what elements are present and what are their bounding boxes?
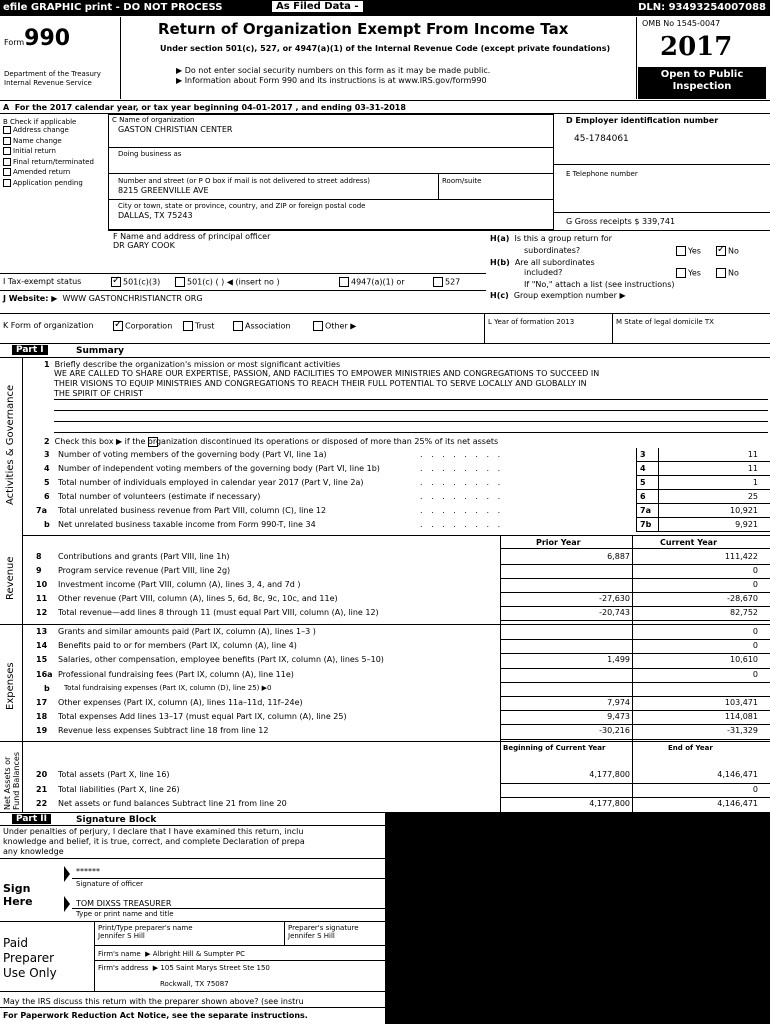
- expense-current-value: 10,610: [730, 655, 758, 665]
- paid-preparer: [3, 936, 57, 981]
- expense-prior-value: 9,473: [607, 712, 630, 722]
- row-divider: [500, 783, 770, 784]
- 527-label: 527: [445, 277, 461, 287]
- revenue-prior-value: -27,630: [599, 594, 630, 603]
- gov-line-number: b: [44, 520, 50, 529]
- gov-line-value: 10,921: [730, 506, 758, 515]
- signer-label: Type or print name and title: [76, 910, 174, 918]
- hb-label: H(b): [490, 258, 510, 267]
- row-divider: [500, 797, 770, 798]
- net-assets-line-text: Total assets (Part X, line 16): [58, 770, 170, 779]
- line1: [44, 360, 340, 369]
- net-assets-line-text: Net assets or fund balances Subtract line 21 from line 20: [58, 799, 287, 808]
- firm-address-label: Firm's address: [98, 964, 149, 972]
- expense-line-text: Total expenses Add lines 13–17 (must equal Part IX, column (A), line 25): [58, 712, 347, 722]
- section-b-checkbox[interactable]: [3, 179, 11, 187]
- street-value: 8215 GREENVILLE AVE: [118, 186, 209, 195]
- expense-current-value: -31,329: [727, 726, 758, 736]
- hb-note: If "No," attach a list (see instructions): [524, 280, 675, 289]
- section-b-checkbox[interactable]: [3, 126, 11, 134]
- net-assets-line-number: 22: [36, 799, 48, 808]
- officer-label: F Name and address of principal officer: [113, 232, 271, 241]
- hb-yes-label: Yes: [688, 268, 701, 278]
- part2-label: Part II: [12, 814, 51, 824]
- ha-yes-checkbox[interactable]: [676, 246, 686, 256]
- gov-line-value: 1: [752, 478, 758, 487]
- gov-line-number: 4: [44, 464, 50, 473]
- row-divider: [500, 653, 770, 654]
- expense-line-text: Professional fundraising fees (Part IX, column (A), line 11e): [58, 669, 294, 679]
- signature-label: Signature of officer: [76, 880, 144, 888]
- paperwork-notice: For Paperwork Reduction Act Notice, see the separate instructions.: [3, 1011, 308, 1020]
- section-b-item: [3, 158, 107, 169]
- gov-line-text: Total number of individuals employed in calendar year 2017 (Part V, line 2a): [58, 478, 364, 487]
- revenue-prior-value: -20,743: [599, 608, 630, 617]
- gov-line-number: 5: [44, 478, 50, 487]
- perjury-line1: Under penalties of perjury, I declare that I have examined this return, inclu: [3, 827, 304, 836]
- expense-line-text: Salaries, other compensation, employee benefits (Part IX, column (A), lines 5–10): [58, 655, 384, 665]
- net-assets-current-value: 4,146,471: [717, 799, 758, 808]
- ha-no-checkbox[interactable]: [716, 246, 726, 256]
- revenue-line-text: Program service revenue (Part VIII, line 2g): [58, 566, 231, 575]
- trust-checkbox[interactable]: [183, 321, 193, 331]
- ein-value: 45-1784061: [574, 134, 629, 144]
- gov-line-value: 25: [747, 492, 758, 501]
- net-assets-current-value: 0: [752, 784, 758, 794]
- 501c-label: 501(c) ( ) ◀ (insert no ): [187, 277, 280, 287]
- revenue-line-number: 12: [36, 608, 48, 617]
- sign-here: [3, 882, 33, 908]
- state-domicile: M State of legal domicile TX: [616, 318, 714, 326]
- row-divider: [500, 606, 770, 607]
- other-label: Other ▶: [325, 321, 357, 331]
- section-b-checkbox[interactable]: [3, 158, 11, 166]
- top-banner: [0, 0, 770, 16]
- redaction-block: [385, 812, 770, 1024]
- expense-line-number: b: [44, 683, 50, 693]
- gov-line-box: 3: [640, 450, 646, 459]
- leader-dots: . . . . . . . .: [420, 450, 504, 459]
- efile-label: efile GRAPHIC print - DO NOT PROCESS: [3, 2, 223, 13]
- k-row: [3, 321, 357, 331]
- net-assets-current-value: 4,146,471: [717, 770, 758, 779]
- revenue-current-value: 82,752: [730, 608, 758, 617]
- gov-line-number: 6: [44, 492, 50, 501]
- discontinued-checkbox[interactable]: [148, 437, 158, 447]
- gov-line-box: 5: [640, 478, 646, 487]
- part1-label: Part I: [12, 345, 48, 355]
- mission-line1: WE ARE CALLED TO SHARE OUR EXPERTISE, PASSION, AND FACILITIES TO EMPOWER MINISTRIES AND CONGREGATIONS TO SUCCEED IN: [54, 369, 600, 378]
- line2-text: Check this box ▶ if the organization discontinued its operations or disposed of more than 25% of its net assets: [54, 437, 499, 446]
- gov-line-value: 11: [747, 450, 758, 459]
- association-label: Association: [245, 321, 291, 331]
- org-name: GASTON CHRISTIAN CENTER: [118, 125, 233, 134]
- revenue-line-number: 8: [36, 552, 42, 561]
- row-divider: [500, 724, 770, 725]
- section-b-item: [3, 168, 107, 179]
- signer-name: TOM DIXSS TREASURER: [76, 899, 172, 908]
- dln-label: DLN: 93493254007088: [638, 2, 766, 13]
- 4947-label: 4947(a)(1) or: [351, 277, 405, 287]
- section-b-item: [3, 179, 107, 190]
- preparer-sig-label: Preparer's signature: [288, 924, 359, 932]
- trust-label: Trust: [195, 321, 215, 331]
- row-divider: [500, 639, 770, 640]
- line1-text: Briefly describe the organization's mission or most significant activities: [54, 360, 341, 369]
- revenue-current-value: -28,670: [727, 594, 758, 603]
- expense-current-value: 0: [752, 669, 758, 679]
- section-b-item-label: Name change: [13, 136, 62, 145]
- form-number-text: 990: [24, 26, 71, 51]
- expense-prior-value: -30,216: [599, 726, 630, 736]
- leader-dots: . . . . . . . .: [420, 492, 504, 501]
- hb-yes-checkbox[interactable]: [676, 268, 686, 278]
- open-public-text: Open to Public: [660, 69, 744, 80]
- ha-text2: subordinates?: [524, 246, 581, 255]
- signature-stars: ******: [76, 867, 100, 876]
- col-end-year: End of Year: [668, 744, 713, 752]
- net-assets-line-number: 21: [36, 784, 48, 794]
- row-divider: [636, 475, 770, 476]
- city-value: DALLAS, TX 75243: [118, 211, 193, 220]
- street-label: Number and street (or P O box if mail is not delivered to street address): [118, 177, 370, 185]
- leader-dots: . . . . . . . .: [420, 506, 504, 515]
- net-assets-line-text: Total liabilities (Part X, line 26): [58, 784, 180, 794]
- hb-no-checkbox[interactable]: [716, 268, 726, 278]
- expense-current-value: 0: [752, 627, 758, 636]
- expense-line-number: 18: [36, 712, 48, 722]
- gov-line-number: 7a: [36, 506, 47, 515]
- mission-line2: THEIR VISIONS TO EQUIP MINISTRIES AND CONGREGATIONS TO REACH THEIR FULL POTENTIAL TO SERVE LOCALLY AND GLOBALLY IN: [54, 379, 587, 388]
- gov-line-value: 11: [747, 464, 758, 473]
- irs-discuss: May the IRS discuss this return with the preparer shown above? (see instru: [3, 997, 304, 1006]
- col-current-year: Current Year: [660, 538, 718, 547]
- leader-dots: . . . . . . . .: [420, 478, 504, 487]
- row-divider: [500, 668, 770, 669]
- row-divider: [500, 564, 770, 565]
- section-b-item-label: Final return/terminated: [13, 157, 94, 166]
- revenue-line-text: Contributions and grants (Part VIII, line 1h): [58, 552, 230, 561]
- 527-checkbox[interactable]: [433, 277, 443, 287]
- revenue-current-value: 0: [752, 566, 758, 575]
- gov-line-text: Number of independent voting members of the governing body (Part VI, line 1b): [58, 464, 380, 473]
- section-b-checkbox[interactable]: [3, 137, 11, 145]
- gross-receipts: G Gross receipts $ 339,741: [566, 217, 676, 226]
- gov-line-text: Total unrelated business revenue from Part VIII, column (C), line 12: [58, 506, 327, 515]
- mission-line3: THE SPIRIT OF CHRIST: [54, 389, 144, 398]
- firm-name-label: Firm's name: [98, 950, 141, 958]
- ha-yes-label: Yes: [688, 246, 701, 256]
- gov-line-box: 7a: [640, 506, 651, 515]
- corporation-label: Corporation: [125, 321, 173, 331]
- preparer-name: Jennifer S Hill: [98, 932, 145, 940]
- expense-current-value: 114,081: [724, 712, 758, 722]
- expense-line-number: 19: [36, 726, 48, 736]
- revenue-current-value: 111,422: [724, 552, 758, 561]
- section-b-item: [3, 147, 107, 158]
- department: [4, 70, 116, 88]
- gov-line-text: Number of voting members of the governing body (Part VI, line 1a): [58, 450, 327, 459]
- col-prior-year: Prior Year: [536, 538, 581, 547]
- 501c3-checkbox[interactable]: [111, 277, 121, 287]
- row-divider: [500, 592, 770, 593]
- gov-line-box: 6: [640, 492, 646, 501]
- line2: 2 Check this box ▶ if the organization discontinued its operations or disposed of more than 25% of its net assets: [44, 437, 499, 446]
- row-divider: [500, 578, 770, 579]
- leader-dots: . . . . . . . .: [420, 464, 504, 473]
- section-a-label: A: [3, 103, 10, 112]
- firm-city: Rockwall, TX 75087: [160, 980, 229, 988]
- city-label: City or town, state or province, country, and ZIP or foreign postal code: [118, 202, 366, 210]
- 4947-checkbox[interactable]: [339, 277, 349, 287]
- tax-exempt-label: I Tax-exempt status: [3, 277, 82, 286]
- section-b-item-label: Address change: [13, 126, 69, 134]
- expense-line-text: Revenue less expenses Subtract line 18 from line 12: [58, 726, 269, 736]
- k-label: K Form of organization: [3, 321, 94, 330]
- section-b-item-label: Initial return: [13, 147, 56, 155]
- row-divider: [500, 620, 770, 621]
- revenue-line-text: Investment income (Part VIII, column (A), lines 3, 4, and 7d ): [58, 580, 301, 589]
- hb-no-label: No: [728, 268, 739, 278]
- row-divider: [500, 739, 770, 740]
- inspection-text: Inspection: [672, 81, 732, 92]
- hb-text2: included?: [524, 268, 563, 277]
- form-subtitle: Under section 501(c), 527, or 4947(a)(1) of the Internal Revenue Code (except private foundations): [160, 44, 611, 53]
- year-formation: L Year of formation 2013: [488, 318, 575, 326]
- irs-info-link[interactable]: ▶ Information about Form 990 and its instructions is at www.IRS.gov/form990: [176, 76, 487, 85]
- hb-text: Are all subordinates: [514, 258, 595, 267]
- room-label: Room/suite: [442, 177, 482, 185]
- net-assets-prior-value: 4,177,800: [589, 799, 630, 808]
- net-assets-prior-value: 4,177,800: [589, 770, 630, 779]
- corporation-checkbox[interactable]: [113, 321, 123, 331]
- firm-address: ▶ 105 Saint Marys Street Ste 150: [152, 964, 270, 972]
- gov-line-box: 4: [640, 464, 646, 473]
- h-section: [490, 234, 770, 303]
- row-divider: [500, 710, 770, 711]
- perjury-line2: knowledge and belief, it is true, correct, and complete Declaration of prepa: [3, 837, 305, 846]
- revenue-label: Revenue: [5, 556, 16, 600]
- form-prefix: Form: [4, 38, 25, 47]
- gov-line-text: Net unrelated business taxable income from Form 990-T, line 34: [58, 520, 316, 529]
- firm-address-row: [98, 964, 270, 972]
- revenue-line-text: Total revenue—add lines 8 through 11 (must equal Part VIII, column (A), line 12): [58, 608, 379, 617]
- part2-title: Signature Block: [76, 815, 157, 825]
- preparer-name-label: Print/Type preparer's name: [98, 924, 193, 932]
- perjury-line3: any knowledge: [3, 847, 64, 856]
- line1-num: 1: [44, 360, 50, 369]
- tax-year: 2017: [660, 32, 733, 62]
- col-beginning: Beginning of Current Year: [503, 744, 606, 752]
- firm-name-row: [98, 950, 245, 958]
- expense-line-number: 17: [36, 698, 48, 707]
- gov-line-box: 7b: [640, 520, 652, 529]
- net-assets-label: Net Assets or Fund Balances: [3, 752, 21, 810]
- expense-current-value: 103,471: [724, 698, 758, 707]
- 501c3-label: 501(c)(3): [123, 277, 161, 287]
- revenue-prior-value: 6,887: [607, 552, 630, 561]
- 501c-checkbox[interactable]: [175, 277, 185, 287]
- phone-label: E Telephone number: [566, 170, 638, 178]
- activities-governance-label: Activities & Governance: [5, 384, 16, 505]
- omb-number: OMB No 1545-0047: [642, 19, 721, 28]
- dept-text: Department of the Treasury: [4, 70, 101, 78]
- expense-line-text: Benefits paid to or for members (Part IX, column (A), line 4): [58, 641, 297, 651]
- row-divider: [636, 489, 770, 490]
- part1-title: Summary: [76, 346, 125, 356]
- section-b-item: [3, 126, 107, 137]
- expenses-label: Expenses: [5, 662, 16, 710]
- ha-label: H(a): [490, 234, 510, 243]
- tax-exempt-row: [3, 277, 461, 287]
- org-name-label: C Name of organization: [112, 116, 195, 124]
- expense-line-number: 14: [36, 641, 48, 651]
- firm-name: ▶ Albright Hill & Sumpter PC: [145, 950, 246, 958]
- officer-name: DR GARY COOK: [113, 241, 175, 250]
- irs-text: Internal Revenue Service: [4, 79, 92, 87]
- row-divider: [636, 503, 770, 504]
- revenue-line-number: 10: [36, 580, 48, 589]
- revenue-line-number: 11: [36, 594, 48, 603]
- section-b-item-label: Application pending: [13, 178, 83, 187]
- association-checkbox[interactable]: [233, 321, 243, 331]
- row-divider: [636, 531, 770, 532]
- website-label: J Website: ▶: [3, 294, 58, 303]
- leader-dots: . . . . . . . .: [420, 520, 504, 529]
- as-filed-label: As Filed Data -: [272, 1, 363, 12]
- ha-text: Is this a group return for: [514, 234, 612, 243]
- other-checkbox[interactable]: [313, 321, 323, 331]
- hc-label: H(c): [490, 291, 509, 300]
- gov-line-number: 3: [44, 450, 50, 459]
- revenue-current-value: 0: [752, 580, 758, 589]
- section-b-items: [3, 126, 107, 189]
- open-public-box: [638, 67, 766, 99]
- preparer-sig: Jennifer S Hill: [288, 932, 335, 940]
- expense-line-text: Total fundraising expenses (Part IX, column (D), line 25) ▶0: [64, 683, 272, 692]
- hc-text: Group exemption number ▶: [513, 291, 626, 300]
- paid-text: Paid: [3, 936, 29, 950]
- expense-prior-value: 1,499: [607, 655, 630, 665]
- row-divider: [636, 517, 770, 518]
- row-divider: [500, 696, 770, 697]
- form-number: [4, 26, 70, 51]
- expense-line-number: 13: [36, 627, 48, 636]
- section-b-item-label: Amended return: [13, 168, 71, 176]
- here-text: Here: [3, 895, 33, 908]
- revenue-line-number: 9: [36, 566, 42, 575]
- expense-prior-value: 7,974: [607, 698, 630, 707]
- expense-line-text: Other expenses (Part IX, column (A), lines 11a–11d, 11f–24e): [58, 698, 303, 707]
- use-only-text: Use Only: [3, 966, 57, 980]
- ssn-notice: ▶ Do not enter social security numbers on this form as it may be made public.: [176, 66, 491, 75]
- website-row: [3, 294, 203, 303]
- section-b-checkbox[interactable]: [3, 147, 11, 155]
- sign-text: Sign: [3, 882, 31, 895]
- ha-no-label: No: [728, 246, 739, 256]
- net-assets-line-number: 20: [36, 770, 48, 779]
- revenue-line-text: Other revenue (Part VIII, column (A), lines 5, 6d, 8c, 9c, 10c, and 11e): [58, 594, 338, 603]
- gov-line-text: Total number of volunteers (estimate if necessary): [58, 492, 261, 501]
- ein-label: D Employer identification number: [566, 116, 719, 125]
- expense-line-number: 15: [36, 655, 48, 665]
- form-title: Return of Organization Exempt From Income Tax: [158, 20, 569, 38]
- section-a: [3, 103, 406, 112]
- expense-line-text: Grants and similar amounts paid (Part IX, column (A), lines 1–3 ): [58, 627, 316, 636]
- section-b-label: B Check if applicable: [3, 118, 77, 126]
- section-b: [3, 118, 107, 189]
- website-value[interactable]: WWW GASTONCHRISTIANCTR ORG: [62, 294, 203, 303]
- section-b-item: [3, 137, 107, 148]
- section-b-checkbox[interactable]: [3, 168, 11, 176]
- expense-line-number: 16a: [36, 669, 53, 679]
- gov-line-value: 9,921: [735, 520, 758, 529]
- expense-current-value: 0: [752, 641, 758, 651]
- section-a-text: For the 2017 calendar year, or tax year beginning 04-01-2017 , and ending 03-31-2018: [14, 103, 406, 112]
- preparer-text: Preparer: [3, 951, 55, 965]
- row-divider: [500, 682, 770, 683]
- dba-label: Doing business as: [118, 150, 182, 158]
- row-divider: [636, 461, 770, 462]
